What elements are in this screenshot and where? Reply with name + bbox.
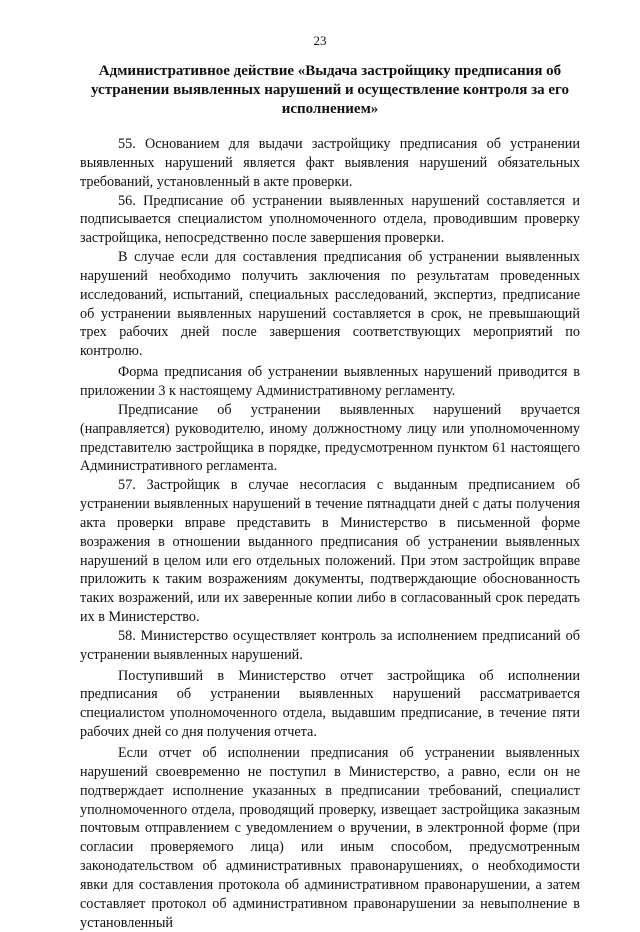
paragraph-58: 58. Министерство осуществляет контроль за исполнением предписаний об устранении выявленных нарушений. <box>80 627 580 663</box>
page-number: 23 <box>313 33 327 48</box>
paragraph-55: 55. Основанием для выдачи застройщику предписания об устранении выявленных нарушений является факт выявления нарушений обязательных требований, установленный в акте проверки. <box>80 136 580 190</box>
paragraph-56-delivery: Предписание об устранении выявленных нарушений вручается (направляется) руководителю, иному должностному лицу или уполномоченному представителю застройщика в порядке, предусмотренном пунктом 61 настоящего Административного регламента. <box>80 401 580 475</box>
paragraph-56: 56. Предписание об устранении выявленных нарушений составляется и подписывается специалистом уполномоченного отдела, проводившим проверку застройщика, непосредственно после завершения проверки. <box>80 192 580 247</box>
document-body <box>80 135 580 932</box>
paragraph-58-noncompliance: Если отчет об исполнении предписания об устранении выявленных нарушений своевременно не поступил в Министерство, а равно, если он не подтверждает исполнение указанных в предписании требований, специалист уполномоченного отдела, проводящий проверку, извещает застройщика заказным почтовым отправлением с уведомлением о вручении, в электронной форме (при согласии проверяемого лица) или иным способом, предусмотренным законодательством об административных правонарушениях, о необходимости явки для составления протокола об административном правонарушении, а затем составляет протокол об административном правонарушении за невыполнение в установленный <box>80 745 580 931</box>
paragraph-56-form: Форма предписания об устранении выявленных нарушений приводится в приложении 3 к настоящему Административному регламенту. <box>80 364 580 399</box>
paragraph-57: 57. Застройщик в случае несогласия с выданным предписанием об устранении выявленных нарушений в течение пятнадцати дней с даты получения акта проверки вправе представить в Министерство в письменной форме возражения в отношении выданного предписания об устранении выявленных нарушений в целом или его отдельных положений. При этом застройщик вправе приложить к таким возражениям документы, подтверждающие обоснованность таких возражений, или их заверенные копии либо в согласованный срок передать их в Министерство. <box>80 477 580 626</box>
paragraph-58-report: Поступивший в Министерство отчет застройщика об исполнении предписания об устранении выявленных нарушений рассматривается специалистом уполномоченного отдела, выдавшим предписание, в течение пяти рабочих дней со дня получения отчета. <box>80 667 580 741</box>
paragraph-56-expertise: В случае если для составления предписания об устранении выявленных нарушений необходимо получить заключения по результатам проведенных исследований, испытаний, специальных расследований, экспертиз, предписание об устранении выявленных нарушений составляется в срок, не превышающий трех рабочих дней после завершения соответствующих мероприятий по контролю. <box>80 249 580 360</box>
section-title: Административное действие «Выдача застройщику предписания об устранении выявленных нарушений и осуществление контроля за его исполнением» <box>91 63 569 117</box>
